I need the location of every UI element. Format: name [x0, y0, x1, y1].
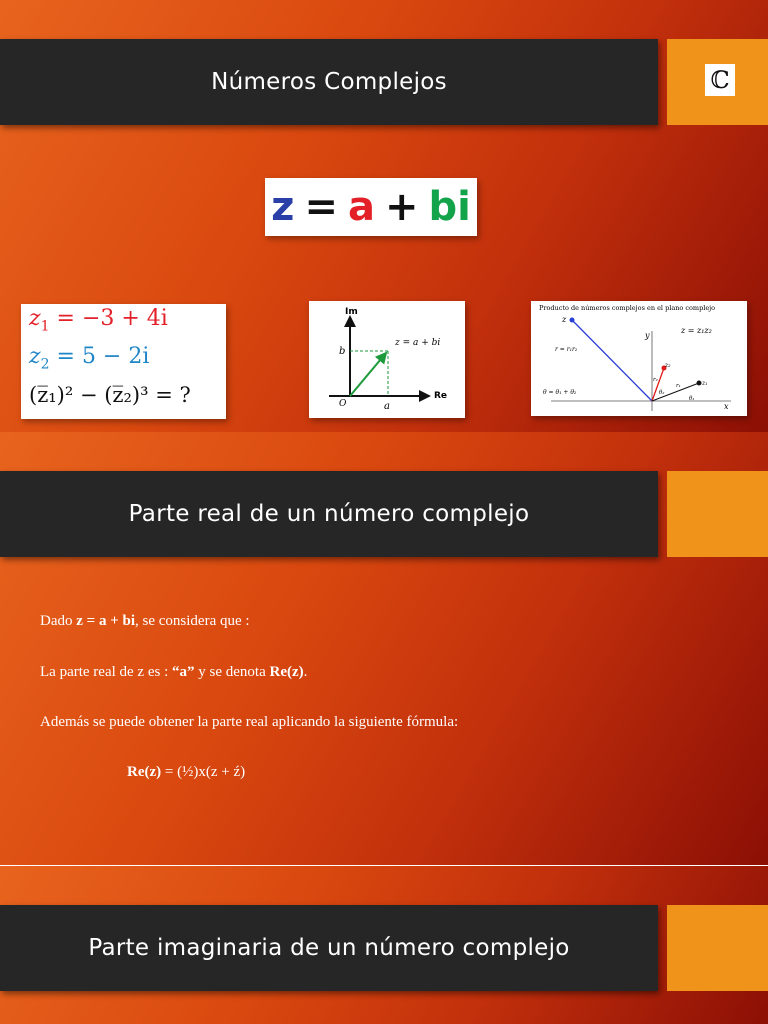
im-label: Im	[345, 307, 358, 317]
slide-2	[0, 432, 768, 865]
z-vector	[350, 353, 386, 396]
svg-text:r₁: r₁	[676, 383, 681, 389]
exercise-line-3: (z̅₁)² − (z̅₂)³ = ?	[29, 383, 191, 407]
formula-plus: +	[384, 184, 419, 230]
svg-text:θ₂: θ₂	[659, 390, 665, 396]
svg-text:θ₁: θ₁	[689, 396, 695, 402]
formula-card	[265, 178, 477, 236]
svg-text:z: z	[562, 315, 567, 324]
svg-text:r₂: r₂	[653, 377, 658, 383]
slide-2-title: Parte real de un número complejo	[128, 501, 530, 527]
slide-3-title: Parte imaginaria de un número complejo	[88, 935, 570, 961]
paragraph-real-part: La parte real de z es : “a” y se denota Re(z).	[40, 664, 308, 680]
z-equation-label: z = a + bi	[395, 338, 441, 348]
svg-text:z = z₁z₂: z = z₁z₂	[681, 326, 712, 335]
svg-text:y: y	[645, 331, 650, 340]
z1-point	[697, 381, 702, 386]
formula-a: a	[347, 184, 375, 230]
exercise-card	[21, 304, 226, 419]
svg-text:z₁: z₁	[702, 380, 708, 387]
re-label: Re	[434, 391, 448, 401]
svg-text:θ = θ₁ + θ₂: θ = θ₁ + θ₂	[543, 389, 577, 396]
formula-bi: bi	[428, 184, 471, 230]
exercise-line-2: $z_2 = 5 - 2i$	[29, 344, 150, 373]
slide-3-accent-tab	[667, 905, 768, 991]
slide-2-accent-tab	[667, 471, 768, 557]
formula-equals: =	[304, 184, 338, 230]
svg-text:z₂: z₂	[665, 362, 671, 369]
paragraph-formula-intro: Además se puede obtener la parte real aplicando la siguiente fórmula:	[40, 714, 459, 730]
svg-text:r = r₁r₂: r = r₁r₂	[555, 346, 578, 353]
slide-1	[0, 0, 768, 432]
slide-3	[0, 866, 768, 1024]
svg-text:x: x	[724, 402, 729, 411]
exercise-line-1: $z_1 = -3 + 4i$	[29, 306, 168, 335]
product-diagram	[531, 301, 747, 416]
formula-z: z	[271, 184, 295, 230]
b-label: b	[339, 346, 346, 357]
z-point	[570, 318, 575, 323]
slide-1-title: Números Complejos	[211, 69, 447, 95]
paragraph-given: Dado z = a + bi, se considera que :	[40, 613, 250, 629]
product-title: Producto de números complejos en el plano complejo	[539, 304, 716, 312]
slide-2-title-bar	[0, 471, 658, 557]
complex-numbers-logo-icon: ℂ	[705, 64, 735, 96]
complex-plane-card	[309, 301, 465, 418]
product-diagram-card	[531, 301, 747, 416]
slide-1-title-bar	[0, 39, 658, 125]
paragraph-formula: Re(z) = (½)x(z + ź)	[127, 764, 246, 780]
z-vector-line	[572, 320, 652, 401]
z2-vector-line	[652, 368, 664, 401]
slide-3-title-bar	[0, 905, 658, 991]
origin-label: O	[339, 399, 347, 409]
a-label: a	[384, 401, 390, 412]
complex-plane-diagram	[309, 301, 465, 418]
